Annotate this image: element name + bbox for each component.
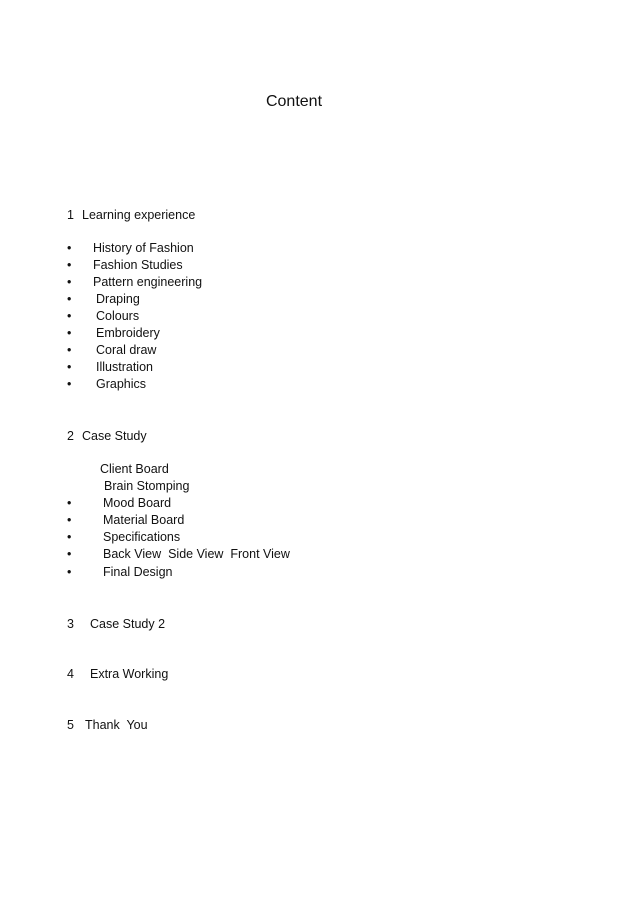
list-item: Mood Board	[103, 496, 172, 510]
section-heading: Case Study 2	[90, 617, 166, 631]
list-item: Fashion Studies	[93, 258, 183, 272]
list-item: Colours	[96, 309, 140, 323]
list-item: Material Board	[103, 513, 185, 527]
list-item: Graphics	[96, 377, 147, 391]
section-number: 3	[67, 617, 74, 631]
bullet-icon: •	[67, 513, 72, 527]
bullet-icon: •	[67, 275, 72, 289]
section-heading: Extra Working	[90, 667, 169, 681]
bullet-icon: •	[67, 360, 72, 374]
page-title: Content	[265, 93, 323, 110]
bullet-icon: •	[67, 309, 72, 323]
section-number: 1	[67, 208, 74, 222]
bullet-icon: •	[67, 241, 72, 255]
list-item: Pattern engineering	[93, 275, 203, 289]
list-item: Embroidery	[96, 326, 160, 340]
section-number: 5	[67, 718, 74, 732]
section-heading: Thank You	[85, 718, 148, 732]
section-number: 2	[67, 429, 74, 443]
section-heading: Learning experience	[82, 208, 196, 222]
bullet-icon: •	[67, 530, 72, 544]
list-item: Brain Stomping	[104, 479, 190, 493]
list-item: Client Board	[100, 462, 169, 476]
bullet-icon: •	[67, 292, 72, 306]
list-item: Draping	[96, 292, 140, 306]
list-item: Coral draw	[96, 343, 157, 357]
bullet-icon: •	[67, 258, 72, 272]
bullet-icon: •	[67, 377, 72, 391]
list-item: Back View Side View Front View	[103, 547, 290, 561]
section-number: 4	[67, 667, 74, 681]
list-item: Specifications	[103, 530, 181, 544]
list-item: Final Design	[103, 565, 173, 579]
list-item: Illustration	[96, 360, 153, 374]
bullet-icon: •	[67, 496, 72, 510]
bullet-icon: •	[67, 547, 72, 561]
bullet-icon: •	[67, 326, 72, 340]
section-heading: Case Study	[82, 429, 147, 443]
list-item: History of Fashion	[93, 241, 194, 255]
bullet-icon: •	[67, 565, 72, 579]
bullet-icon: •	[67, 343, 72, 357]
